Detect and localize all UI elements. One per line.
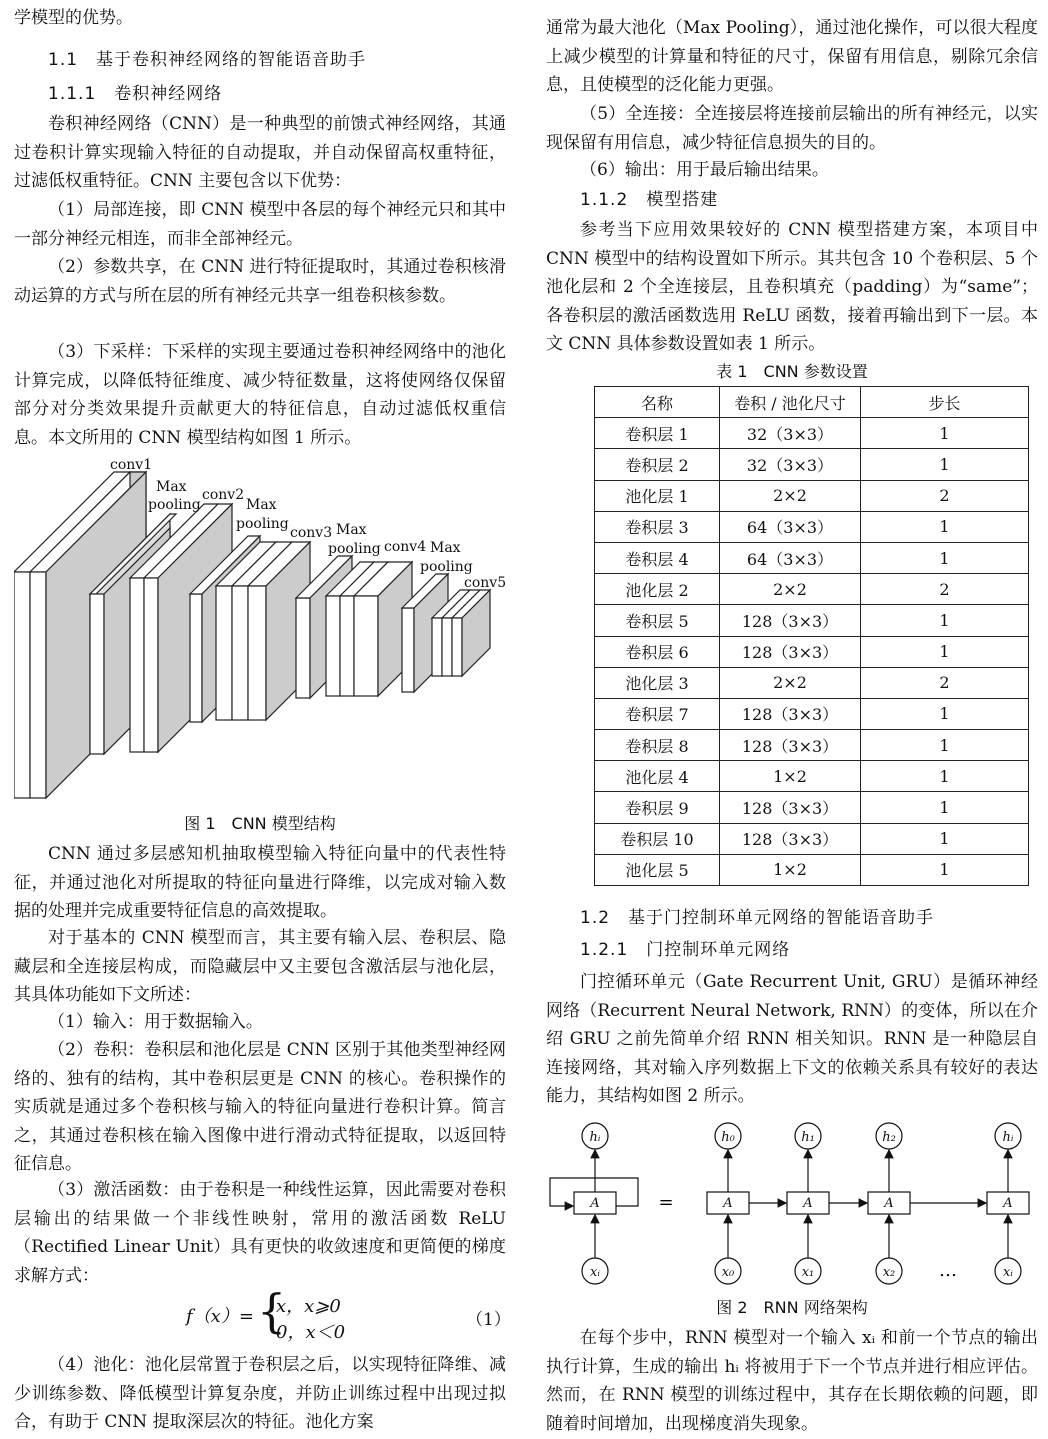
table-cell: 2 — [861, 480, 1029, 511]
table-cell: 64（3×3） — [720, 511, 861, 542]
table-cell: 128（3×3） — [720, 605, 861, 636]
table-cell: 128（3×3） — [720, 823, 861, 854]
table-row — [595, 636, 1029, 667]
equation-case: 0，x＜0 — [276, 1322, 346, 1343]
input-label: x₁ — [801, 1265, 815, 1280]
paragraph: （3）下采样：下采样的实现主要通过卷积神经网络中的池化计算完成，以降低特征维度、减少特征数量，这将使网络仅保留部分对分类效果提升贡献更大的特征信息，自动过滤低权重信息。本文所用的 CNN 模型结构如图 1 所示。 — [14, 342, 506, 448]
table-cell: 1 — [861, 823, 1029, 854]
paragraph: （1）局部连接，即 CNN 模型中各层的每个神经元只和其中一部分神经元相连，而非全部神经元。 — [14, 200, 506, 249]
paragraph: 在每个步中，RNN 模型对一个输入 xᵢ 和前一个节点的输出执行计算，生成的输出 hᵢ 将被用于下一个节点并进行相应评估。然而，在 RNN 模型的训练过程中，其存在长期依赖的问题，即随着时间增加，出现梯度消失现象。 — [546, 1328, 1038, 1434]
table-cell: 卷积层 3 — [595, 511, 720, 542]
table-cell: 64（3×3） — [720, 542, 861, 573]
pool4-block — [402, 608, 414, 692]
fig1-label: Max — [430, 540, 461, 556]
paragraph: （1）输入：用于数据输入。 — [48, 1012, 263, 1032]
table-cell: 卷积层 4 — [595, 542, 720, 573]
table-cell: 卷积层 2 — [595, 449, 720, 480]
conv5-block — [432, 618, 442, 676]
conv4-block — [340, 596, 354, 696]
table-row — [595, 823, 1029, 854]
fig1-label: conv4 — [384, 539, 427, 555]
fig1-label: conv1 — [110, 457, 153, 473]
conv2-block — [144, 578, 158, 752]
section-heading: 1.1 基于卷积神经网络的智能语音助手 — [48, 50, 367, 70]
conv5-block — [442, 618, 452, 676]
input-label: x₂ — [882, 1265, 896, 1280]
paragraph: （4）池化：池化层常置于卷积层之后，以实现特征降维、减少训练参数、降低模型计算复杂度，并防止训练过程中出现过拟合，有助于 CNN 提取深层次的特征。池化方案 — [14, 1355, 506, 1433]
paragraph: 参考当下应用效果较好的 CNN 模型搭建方案，本项目中 CNN 模型中的结构设置如下所示。其共包含 10 个卷积层、5 个池化层和 2 个全连接层，且卷积填充（padding）为“same”；各卷积层的激活函数选用 ReLU 函数，接着再输出到下一层。本文 CNN 具体参数设置如表 1 所示。 — [546, 220, 1038, 355]
table-cell: 32（3×3） — [720, 418, 861, 449]
pool1-block — [90, 594, 104, 754]
hidden-label: hᵢ — [589, 1130, 601, 1145]
cell-label: A — [590, 1196, 600, 1211]
paragraph: 卷积神经网络（CNN）是一种典型的前馈式神经网络，其通过卷积计算实现输入特征的自动提取，并自动保留高权重特征，过滤低权重特征。CNN 主要包含以下优势： — [14, 114, 506, 192]
table-header: 名称 — [595, 387, 720, 418]
table-row — [595, 761, 1029, 792]
table-cell: 128（3×3） — [720, 636, 861, 667]
conv5-block — [452, 618, 462, 676]
table-row — [595, 480, 1029, 511]
figure-caption: 图 2 RNN 网络架构 — [716, 1298, 868, 1317]
table-cell: 池化层 3 — [595, 667, 720, 698]
fig1-label: pooling — [328, 541, 381, 557]
table-cell: 1 — [861, 698, 1029, 729]
fig1-label: pooling — [236, 516, 289, 532]
conv3-block — [216, 586, 232, 720]
table-caption: 表 1 CNN 参数设置 — [716, 362, 868, 381]
table-cell: 池化层 5 — [595, 854, 720, 885]
table-cell: 卷积层 1 — [595, 418, 720, 449]
figure-caption: 图 1 CNN 模型结构 — [184, 814, 336, 833]
paragraph: CNN 通过多层感知机抽取模型输入特征向量中的代表性特征，并通过池化对所提取的特征向量进行降维，以完成对输入数据的处理并完成重要特征信息的高效提取。 — [14, 844, 506, 922]
fig1-label: Max — [246, 497, 277, 513]
table-row — [595, 511, 1029, 542]
paragraph: 对于基本的 CNN 模型而言，其主要有输入层、卷积层、隐藏层和全连接层构成，而隐藏层中又主要包含激活层与池化层，其具体功能如下文所述： — [14, 928, 506, 1006]
paragraph: （2）卷积：卷积层和池化层是 CNN 区别于其他类型神经网络的、独有的结构，其中卷积层更是 CNN 的核心。卷积操作的实质就是通过多个卷积核与输入的特征向量进行卷积计算。简言之，其通过卷积核在输入图像中进行滑动式特征提取，以返回特征信息。 — [14, 1040, 506, 1175]
table-cell: 32（3×3） — [720, 449, 861, 480]
equation-brace: { — [257, 1284, 287, 1338]
input-label: x₀ — [721, 1265, 735, 1280]
table-cell: 2×2 — [720, 667, 861, 698]
table-cell: 1 — [861, 730, 1029, 761]
table-cell: 1 — [861, 511, 1029, 542]
equation-number: （1） — [466, 1310, 511, 1330]
fig1-label: pooling — [420, 559, 473, 575]
cell-label: A — [803, 1196, 813, 1211]
table-cell: 1 — [861, 792, 1029, 823]
table-cell: 2×2 — [720, 480, 861, 511]
fig1-label: conv5 — [464, 575, 506, 591]
table-row — [595, 449, 1029, 480]
input-label: xᵢ — [590, 1265, 600, 1280]
subsection-heading: 1.1.2 模型搭建 — [580, 190, 719, 210]
table-row — [595, 854, 1029, 885]
fig1-label: Max — [336, 522, 367, 538]
cnn-parameter-table — [594, 386, 1029, 886]
subsection-heading: 1.1.1 卷积神经网络 — [48, 84, 223, 104]
table-cell: 128（3×3） — [720, 730, 861, 761]
conv1-block — [14, 572, 30, 798]
table-row — [595, 698, 1029, 729]
table-cell: 1×2 — [720, 854, 861, 885]
cell-label: A — [1003, 1196, 1013, 1211]
conv3-block — [248, 586, 266, 720]
table-cell: 卷积层 10 — [595, 823, 720, 854]
paragraph: 门控循环单元（Gate Recurrent Unit, GRU）是循环神经网络（Recurrent Neural Network, RNN）的变体，所以在介绍 GRU 之前先简单介绍 RNN 相关知识。RNN 是一种隐层自连接网络，其对输入序列数据上下文的依赖关系具有较好的表达能力，其结构如图 2 所示。 — [546, 972, 1038, 1107]
table-cell: 1 — [861, 636, 1029, 667]
paragraph: 学模型的优势。 — [14, 8, 133, 28]
paragraph: （5）全连接：全连接层将连接前层输出的所有神经元，以实现保留有用信息，减少特征信息损失的目的。 — [546, 104, 1038, 153]
hidden-label: hᵢ — [1002, 1130, 1014, 1145]
paragraph: （6）输出：用于最后输出结果。 — [580, 160, 829, 180]
table-row — [595, 730, 1029, 761]
conv4-block — [326, 596, 340, 696]
table-cell: 128（3×3） — [720, 792, 861, 823]
table-cell: 2×2 — [720, 574, 861, 605]
pool2-block — [190, 594, 202, 722]
equation-lhs: f（x）= — [186, 1306, 254, 1327]
table-cell: 池化层 2 — [595, 574, 720, 605]
table-row — [595, 605, 1029, 636]
table-row — [595, 667, 1029, 698]
table-cell: 卷积层 6 — [595, 636, 720, 667]
hidden-label: h₀ — [721, 1130, 735, 1145]
table-cell: 1 — [861, 542, 1029, 573]
section-heading: 1.2 基于门控制环单元网络的智能语音助手 — [580, 908, 935, 928]
cell-label: A — [723, 1196, 733, 1211]
table-header: 步长 — [861, 387, 1029, 418]
table-cell: 卷积层 9 — [595, 792, 720, 823]
input-label: xᵢ — [1003, 1265, 1013, 1280]
conv4-block — [354, 596, 378, 696]
table-cell: 1 — [861, 605, 1029, 636]
conv1-block — [30, 572, 46, 798]
table-cell: 1 — [861, 854, 1029, 885]
table-cell: 池化层 1 — [595, 480, 720, 511]
table-row — [595, 418, 1029, 449]
table-cell: 1 — [861, 761, 1029, 792]
table-cell: 2 — [861, 667, 1029, 698]
paragraph: 通常为最大池化（Max Pooling），通过池化操作，可以很大程度上减少模型的计算量和特征的尺寸，保留有用信息，剔除冗余信息，且使模型的泛化能力更强。 — [546, 18, 1038, 96]
equals-sign: = — [658, 1192, 674, 1213]
table-header-row — [595, 387, 1029, 418]
table-row — [595, 542, 1029, 573]
paragraph: （3）激活函数：由于卷积是一种线性运算，因此需要对卷积层输出的结果做一个非线性映射，常用的激活函数 ReLU（Rectified Linear Unit）具有更快的收敛速度和更简便的梯度求解方式： — [14, 1180, 506, 1286]
equation-case: x，x⩾0 — [276, 1296, 341, 1317]
paragraph: （2）参数共享，在 CNN 进行特征提取时，其通过卷积核滑动运算的方式与所在层的所有神经元共享一组卷积核参数。 — [14, 257, 506, 306]
table-cell: 卷积层 7 — [595, 698, 720, 729]
table-cell: 卷积层 5 — [595, 605, 720, 636]
table-cell: 1 — [861, 449, 1029, 480]
hidden-label: h₂ — [882, 1130, 896, 1145]
table-cell: 2 — [861, 574, 1029, 605]
conv2-block — [130, 578, 144, 752]
table-header: 卷积 / 池化尺寸 — [720, 387, 861, 418]
table-cell: 1 — [861, 418, 1029, 449]
cell-label: A — [884, 1196, 894, 1211]
fig1-label: conv3 — [290, 525, 333, 541]
cnn-structure-figure — [14, 450, 506, 810]
table-cell: 卷积层 8 — [595, 730, 720, 761]
pool3-block — [296, 598, 310, 698]
fig1-label: Max — [156, 479, 187, 495]
table-row — [595, 792, 1029, 823]
table-cell: 1×2 — [720, 761, 861, 792]
conv3-block — [232, 586, 248, 720]
rnn-architecture-figure — [546, 1116, 1038, 1300]
subsection-heading: 1.2.1 门控制环单元网络 — [580, 940, 791, 960]
fig1-label: pooling — [148, 497, 201, 513]
fig1-label: conv2 — [202, 487, 245, 503]
table-cell: 池化层 4 — [595, 761, 720, 792]
table-cell: 128（3×3） — [720, 698, 861, 729]
ellipsis: … — [939, 1260, 957, 1281]
hidden-label: h₁ — [801, 1130, 815, 1145]
table-row — [595, 574, 1029, 605]
